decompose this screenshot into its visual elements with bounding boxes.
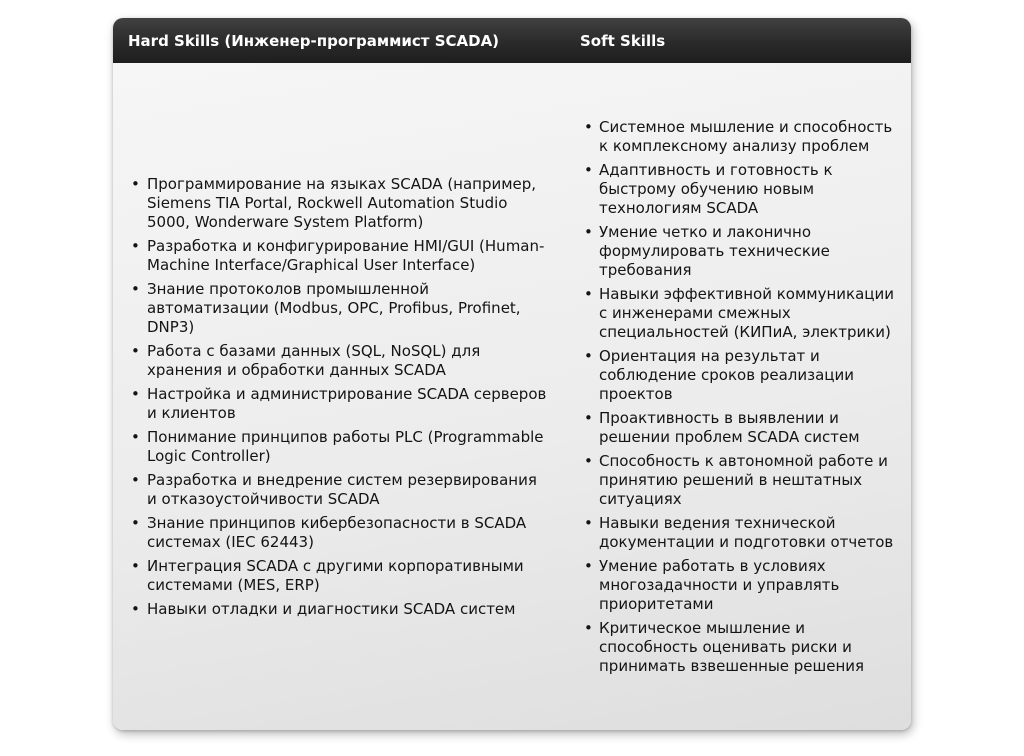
list-item: • Умение работать в условиях многозадачности и управлять приоритетами: [583, 557, 905, 614]
column-header-soft-skills: Soft Skills: [580, 31, 666, 50]
list-item: • Понимание принципов работы PLC (Programmable Logic Controller): [130, 428, 549, 466]
list-item: • Навыки ведения технической документации и подготовки отчетов: [583, 514, 905, 552]
list-item: • Настройка и администрирование SCADA серверов и клиентов: [130, 385, 549, 423]
list-item: • Ориентация на результат и соблюдение сроков реализации проектов: [583, 347, 905, 404]
table-body-row: [113, 63, 911, 730]
column-header-hard-skills: Hard Skills (Инженер-программист SCADA): [128, 31, 500, 50]
hard-skills-list: [130, 175, 549, 619]
list-item: • Адаптивность и готовность к быстрому обучению новым технологиям SCADA: [583, 161, 905, 218]
soft-skills-cell: [565, 63, 911, 730]
list-item: • Умение четко и лаконично формулировать технические требования: [583, 223, 905, 280]
list-item: • Работа с базами данных (SQL, NoSQL) для хранения и обработки данных SCADA: [130, 342, 549, 380]
soft-skills-list: [583, 118, 905, 676]
table-header-row: [113, 18, 911, 63]
list-item: • Интеграция SCADA с другими корпоративными системами (MES, ERP): [130, 557, 549, 595]
list-item: • Знание протоколов промышленной автоматизации (Modbus, OPC, Profibus, Profinet, DNP3): [130, 280, 549, 337]
list-item: • Критическое мышление и способность оценивать риски и принимать взвешенные решения: [583, 619, 905, 676]
list-item: • Программирование на языках SCADA (например, Siemens TIA Portal, Rockwell Automation Studio 5000, Wonderware System Platform): [130, 175, 549, 232]
list-item: • Знание принципов кибербезопасности в SCADA системах (IEC 62443): [130, 514, 549, 552]
list-item: • Навыки отладки и диагностики SCADA систем: [130, 600, 549, 619]
hard-skills-cell: [113, 63, 565, 730]
list-item: • Навыки эффективной коммуникации с инженерами смежных специальностей (КИПиА, электрики): [583, 285, 905, 342]
list-item: • Системное мышление и способность к комплексному анализу проблем: [583, 118, 905, 156]
list-item: • Проактивность в выявлении и решении проблем SCADA систем: [583, 409, 905, 447]
list-item: • Способность к автономной работе и принятию решений в нештатных ситуациях: [583, 452, 905, 509]
list-item: • Разработка и конфигурирование HMI/GUI (Human-Machine Interface/Graphical User Interface): [130, 237, 549, 275]
list-item: • Разработка и внедрение систем резервирования и отказоустойчивости SCADA: [130, 471, 549, 509]
skills-table-card: [113, 18, 911, 730]
